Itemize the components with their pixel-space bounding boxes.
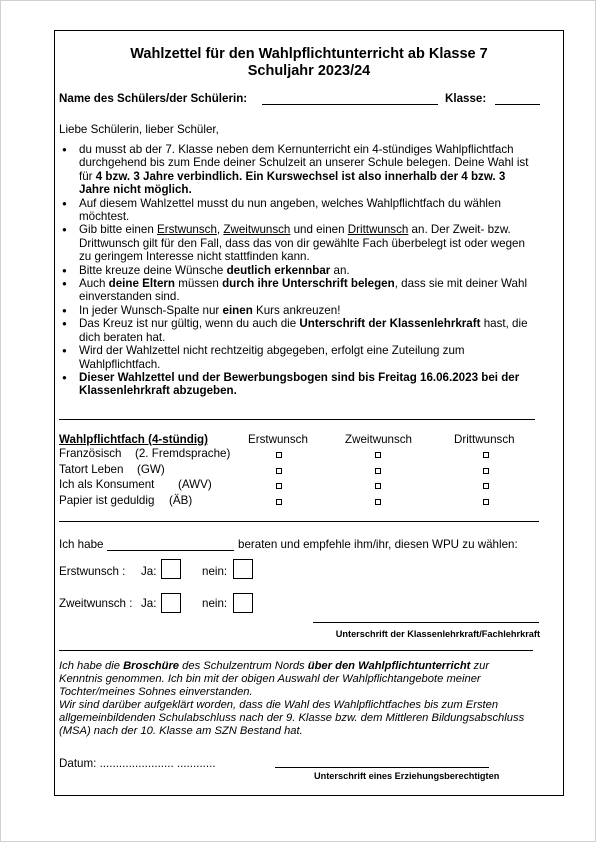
choice-checkbox[interactable] <box>483 483 489 489</box>
column-zweitwunsch: Zweitwunsch <box>345 433 413 446</box>
text-run: müssen <box>175 277 223 291</box>
text-run: Gib bitte einen <box>79 223 157 237</box>
zweitwunsch-yes-box[interactable] <box>161 593 181 613</box>
parent-signature-label: Unterschrift eines Erziehungsberechtigten <box>314 771 500 781</box>
choice-checkbox[interactable] <box>276 483 282 489</box>
subject-name: Tatort Leben <box>59 462 124 476</box>
parent-statement-2: Wir sind darüber aufgeklärt worden, dass die Wahl des Wahlpflichtfaches bis zum Ersten allgemeinbildenden Schulabschluss nach der 9. Klasse bzw. dem Mittleren Bildungsabschluss (MSA) nach der 10. Klasse am SZN Bestand hat. <box>59 699 525 737</box>
text-run: , <box>216 223 224 237</box>
divider <box>59 419 535 420</box>
text-run: Drittwunsch <box>347 223 409 237</box>
bullet-icon: ● <box>62 279 67 289</box>
choice-checkbox[interactable] <box>483 468 489 474</box>
teacher-name-field[interactable] <box>107 550 234 551</box>
form-frame <box>54 30 564 796</box>
column-drittwunsch: Drittwunsch <box>454 433 515 446</box>
text-run: durch ihre Unterschrift belegen <box>222 277 395 291</box>
choice-checkbox[interactable] <box>276 468 282 474</box>
bullet-icon: ● <box>62 305 67 315</box>
greeting: Liebe Schülerin, lieber Schüler, <box>59 123 219 136</box>
bullet-icon: ● <box>62 346 67 356</box>
student-name-field[interactable] <box>262 104 438 105</box>
instruction-item <box>59 371 539 398</box>
instruction-item <box>59 304 539 317</box>
teacher-signature-label: Unterschrift der Klassenlehrkraft/Fachlehrkraft <box>335 629 540 639</box>
text-run: hast, die dich beraten hat. <box>79 317 528 344</box>
advice-suffix: beraten und empfehle ihm/ihr, diesen WPU zu wählen: <box>238 538 518 551</box>
subject-name: Ich als Konsument <box>59 478 155 491</box>
text-run: Dieser Wahlzettel und der Bewerbungsbogen sind bis Freitag 16.06.2023 bei der Klassenlehrkraft abzugeben. <box>79 370 520 398</box>
divider <box>59 650 533 651</box>
text-run: Unterschrift der Klassenlehrkraft <box>299 317 481 331</box>
subject-name: Papier ist geduldig <box>59 493 155 507</box>
text-run: zur Kenntnis genommen. Ich bin mit der obigen Auswahl der Wahlpflichtangebote meiner Tochter/meines Sohnes einverstanden. <box>59 660 490 698</box>
text-run: an. Der Zweit- bzw. Drittwunsch gilt für den Fall, dass das von dir gewählte Fach überbelegt ist oder wegen zu geringem Interesse nicht stattfinden kann. <box>79 223 525 264</box>
zweitwunsch-label: Zweitwunsch : <box>59 597 133 610</box>
instruction-item <box>59 264 539 277</box>
choice-checkbox[interactable] <box>276 452 282 458</box>
zweitwunsch-yes-label: Ja: <box>141 597 157 610</box>
instruction-list <box>59 143 539 398</box>
bullet-icon: ● <box>62 225 67 235</box>
text-run: du musst ab der 7. Klasse neben dem Kernunterricht ein 4-stündiges Wahlpflichtfach durchgehend bis zum Ende deiner Schulzeit an unserer Schule belegen. Deine Wahl ist für <box>79 143 529 183</box>
divider <box>59 521 539 522</box>
text-run: Erstwunsch <box>157 223 217 237</box>
choice-checkbox[interactable] <box>276 499 282 505</box>
student-name-label: Name des Schülers/der Schülerin: <box>59 92 248 105</box>
bullet-icon: ● <box>62 372 67 382</box>
teacher-signature-line[interactable] <box>313 622 539 623</box>
instruction-item <box>59 277 539 304</box>
school-year: Schuljahr 2023/24 <box>247 63 371 79</box>
choice-checkbox[interactable] <box>483 452 489 458</box>
class-label: Klasse: <box>445 92 487 105</box>
bullet-icon: ● <box>62 145 67 154</box>
text-run: Wird der Wahlzettel nicht rechtzeitig abgegeben, erfolgt eine Zuteilung zum Wahlpflichtfach. <box>79 344 465 371</box>
date-field[interactable]: Datum: ....................... ............ <box>59 757 216 770</box>
text-run: und einen <box>290 223 348 237</box>
choice-checkbox[interactable] <box>483 499 489 505</box>
zweitwunsch-no-box[interactable] <box>233 593 253 613</box>
instruction-item <box>59 143 539 197</box>
text-run: In jeder Wunsch-Spalte nur <box>79 303 223 317</box>
erstwunsch-no-label: nein: <box>202 565 228 578</box>
subject-abbreviation: (AWV) <box>178 478 212 491</box>
instruction-item <box>59 317 539 344</box>
parent-signature-line[interactable] <box>275 767 489 768</box>
table-header-subject: Wahlpflichtfach (4-stündig) <box>59 433 208 446</box>
text-run: Das Kreuz ist nur gültig, wenn du auch die <box>79 317 300 331</box>
choice-checkbox[interactable] <box>375 468 381 474</box>
text-run: Auf diesem Wahlzettel musst du nun angeben, welches Wahlpflichtfach du wählen möchtest. <box>79 196 501 224</box>
erstwunsch-yes-box[interactable] <box>161 559 181 579</box>
text-run: Kurs ankreuzen! <box>252 303 341 317</box>
text-run: an. <box>330 263 350 277</box>
erstwunsch-yes-label: Ja: <box>141 565 157 578</box>
text-run: 4 bzw. 3 Jahre verbindlich. Ein Kurswechsel ist also innerhalb der 4 bzw. 3 Jahre nicht möglich. <box>79 169 506 197</box>
subject-abbreviation: (ÄB) <box>169 493 193 507</box>
text-run: des Schulzentrum Nords <box>179 660 308 672</box>
class-field[interactable] <box>495 104 540 105</box>
text-run: Ich habe die <box>59 660 124 672</box>
choice-checkbox[interactable] <box>375 452 381 458</box>
subject-abbreviation: (GW) <box>137 462 165 476</box>
erstwunsch-no-box[interactable] <box>233 559 253 579</box>
form-title: Wahlzettel für den Wahlpflichtunterricht ab Klasse 7 <box>130 46 488 62</box>
subject-abbreviation: (2. Fremdsprache) <box>135 447 231 460</box>
text-run: einen <box>222 303 253 317</box>
subject-name: Französisch <box>59 447 122 460</box>
text-run: Zweitwunsch <box>223 223 291 237</box>
text-run: , dass sie mit deiner Wahl einverstanden sind. <box>79 277 528 304</box>
parent-statement <box>59 660 533 699</box>
text-run: deutlich erkennbar <box>226 263 331 277</box>
choice-checkbox[interactable] <box>375 483 381 489</box>
bullet-icon: ● <box>62 265 67 275</box>
bullet-icon: ● <box>62 319 67 329</box>
text-run: Auch <box>79 277 109 291</box>
text-run: Broschüre <box>123 660 180 672</box>
column-erstwunsch: Erstwunsch <box>248 433 308 446</box>
text-run: deine Eltern <box>108 277 176 291</box>
erstwunsch-label: Erstwunsch : <box>59 565 126 578</box>
advice-prefix: Ich habe <box>59 538 104 551</box>
text-run: über den Wahlpflichtunterricht <box>307 660 471 672</box>
zweitwunsch-no-label: nein: <box>202 597 228 610</box>
instruction-item <box>59 344 539 371</box>
instruction-item <box>59 223 539 263</box>
bullet-icon: ● <box>62 198 67 208</box>
instruction-item <box>59 197 539 224</box>
choice-checkbox[interactable] <box>375 499 381 505</box>
text-run: Bitte kreuze deine Wünsche <box>79 263 227 277</box>
